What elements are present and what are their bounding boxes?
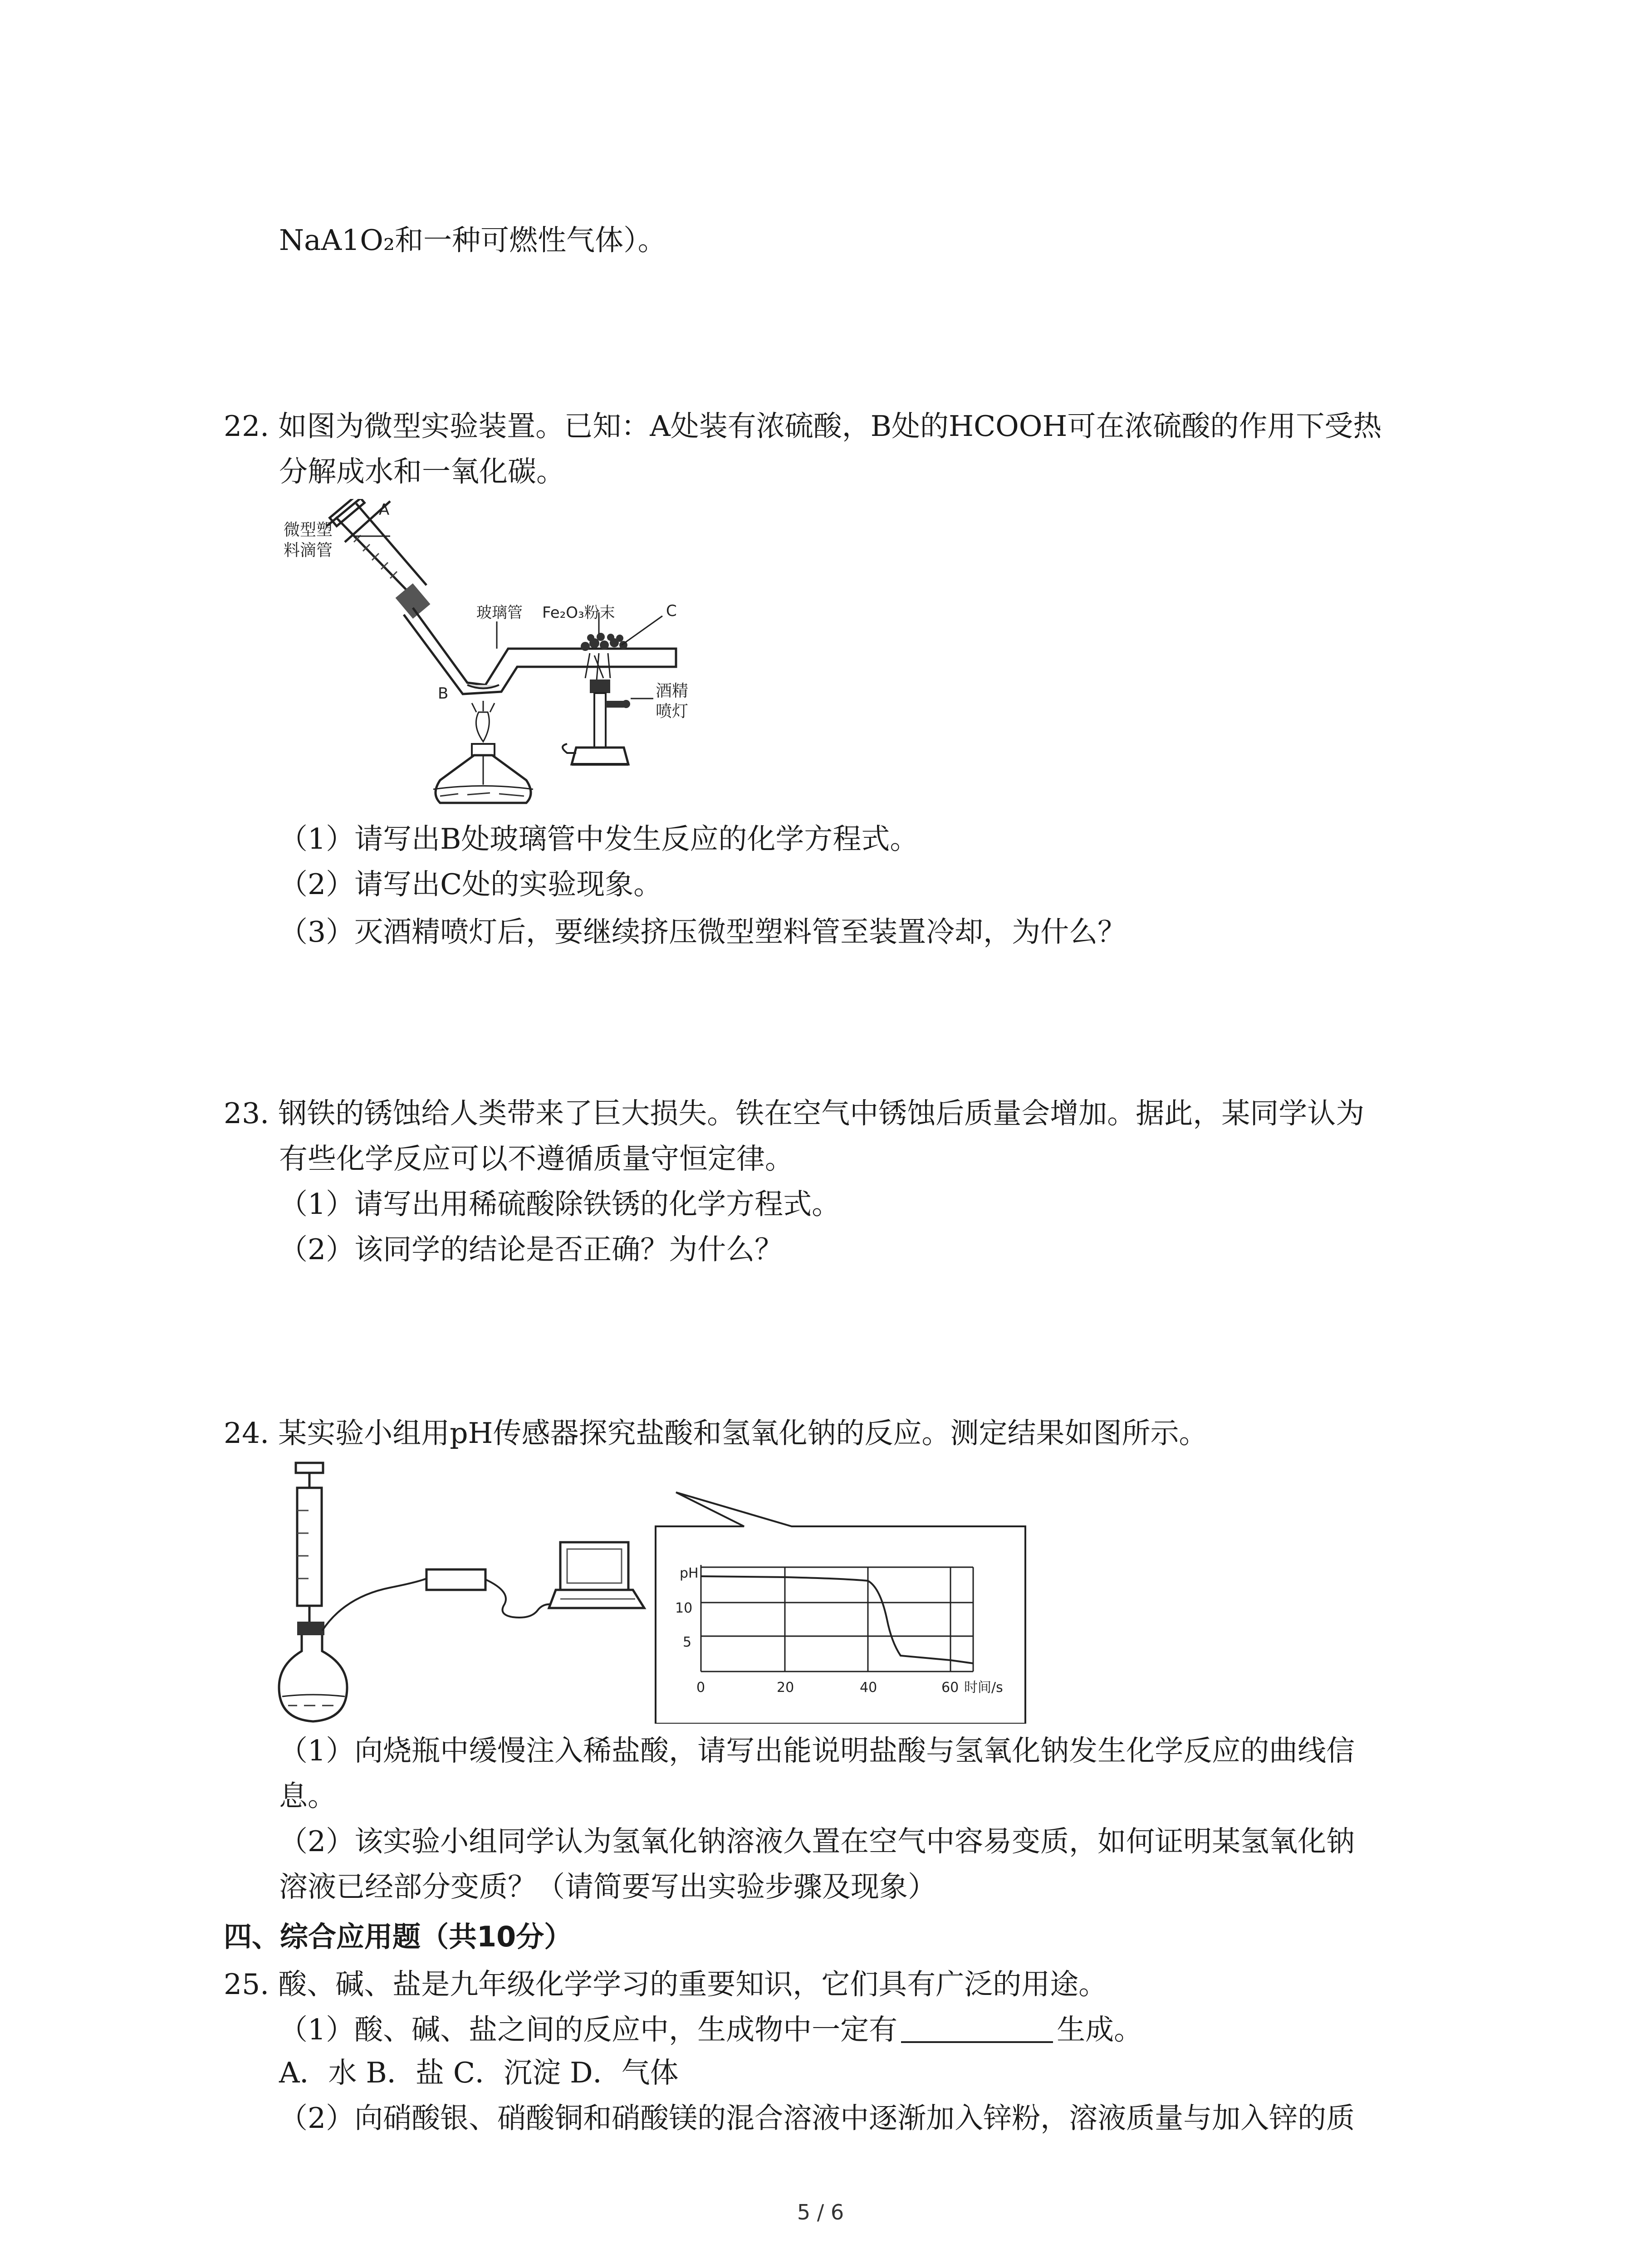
answer-blank[interactable] [901, 2014, 1053, 2043]
label-glass-tube: 玻璃管 [476, 604, 523, 622]
xtick-20: 20 [777, 1680, 794, 1696]
q25-sub1 [279, 2012, 1142, 2048]
section-heading: 四、综合应用题（共10分） [224, 1920, 573, 1953]
xtick-0: 0 [696, 1680, 705, 1696]
q25-sub1-post: 生成。 [1057, 2013, 1143, 2046]
blast-burner [563, 653, 653, 764]
q24-sub2-b: 溶液已经部分变质？（请简要写出实验步骤及现象） [279, 1870, 936, 1903]
q25-options: A．水 B．盐 C．沉淀 D．气体 [279, 2056, 679, 2089]
ph-sensor-figure [277, 1461, 1048, 1724]
sensor-box [426, 1569, 485, 1590]
q22-sub3: （3）灭酒精喷灯后，要继续挤压微型塑料管至装置冷却，为什么？ [279, 915, 1127, 948]
label-dropper-2: 料滴管 [284, 541, 333, 560]
q22-line1: 22. 如图为微型实验装置。已知：A处装有浓硫酸，B处的HCOOH可在浓硫酸的作用下受热 [224, 410, 1382, 443]
label-a: A [379, 501, 390, 519]
page-number: 5 / 6 [797, 2200, 844, 2224]
microreactor-figure [277, 499, 730, 807]
q24-sub2-a: （2）该实验小组同学认为氢氧化钠溶液久置在空气中容易变质，如何证明某氢氧化钠 [279, 1825, 1355, 1858]
label-c: C [666, 602, 677, 620]
q23-line1: 23. 钢铁的锈蚀给人类带来了巨大损失。铁在空气中锈蚀后质量会增加。据此，某同学认为 [224, 1097, 1365, 1130]
q23-sub2: （2）该同学的结论是否正确？为什么？ [279, 1233, 784, 1266]
q24-sub1-b: 息。 [279, 1779, 336, 1813]
q23-sub1: （1）请写出用稀硫酸除铁锈的化学方程式。 [279, 1188, 841, 1221]
q25-sub2: （2）向硝酸银、硝酸铜和硝酸镁的混合溶液中逐渐加入锌粉，溶液质量与加入锌的质 [279, 2102, 1355, 2135]
q25-line1: 25. 酸、碱、盐是九年级化学学习的重要知识，它们具有广泛的用途。 [224, 1968, 1107, 2001]
flask-stopper [297, 1622, 324, 1635]
syringe-connector [396, 583, 431, 619]
q22-line2: 分解成水和一氧化碳。 [279, 455, 565, 488]
q24-line1: 24. 某实验小组用pH传感器探究盐酸和氢氧化钠的反应。测定结果如图所示。 [224, 1417, 1208, 1450]
laptop [549, 1542, 644, 1608]
xtick-60: 60 [941, 1680, 959, 1696]
liquid-b [467, 685, 499, 689]
ytick-5: 5 [683, 1634, 692, 1650]
chart-xlabel: 时间/s [964, 1680, 1003, 1696]
q22-sub2: （2）请写出C处的实验现象。 [279, 868, 662, 901]
chart-ylabel: pH [680, 1565, 699, 1581]
xtick-40: 40 [860, 1680, 877, 1696]
q22-sub1: （1）请写出B处玻璃管中发生反应的化学方程式。 [279, 822, 919, 855]
ytick-10: 10 [675, 1600, 693, 1616]
q24-sub1-a: （1）向烧瓶中缓慢注入稀盐酸，请写出能说明盐酸与氢氧化钠发生化学反应的曲线信 [279, 1734, 1355, 1767]
label-dropper-1: 微型塑 [284, 521, 333, 539]
q25-sub1-pre: （1）酸、碱、盐之间的反应中，生成物中一定有 [279, 2013, 898, 2046]
label-lamp-2: 喷灯 [656, 702, 689, 721]
label-b: B [438, 684, 449, 703]
alcohol-lamp [433, 701, 533, 803]
carryover-line: NaA1O₂和一种可燃性气体）。 [279, 224, 666, 257]
label-fe2o3: Fe₂O₃粉末 [542, 604, 615, 622]
label-lamp-1: 酒精 [656, 682, 689, 700]
q23-line2: 有些化学反应可以不遵循质量守恒定律。 [279, 1142, 794, 1175]
flask [279, 1635, 347, 1721]
